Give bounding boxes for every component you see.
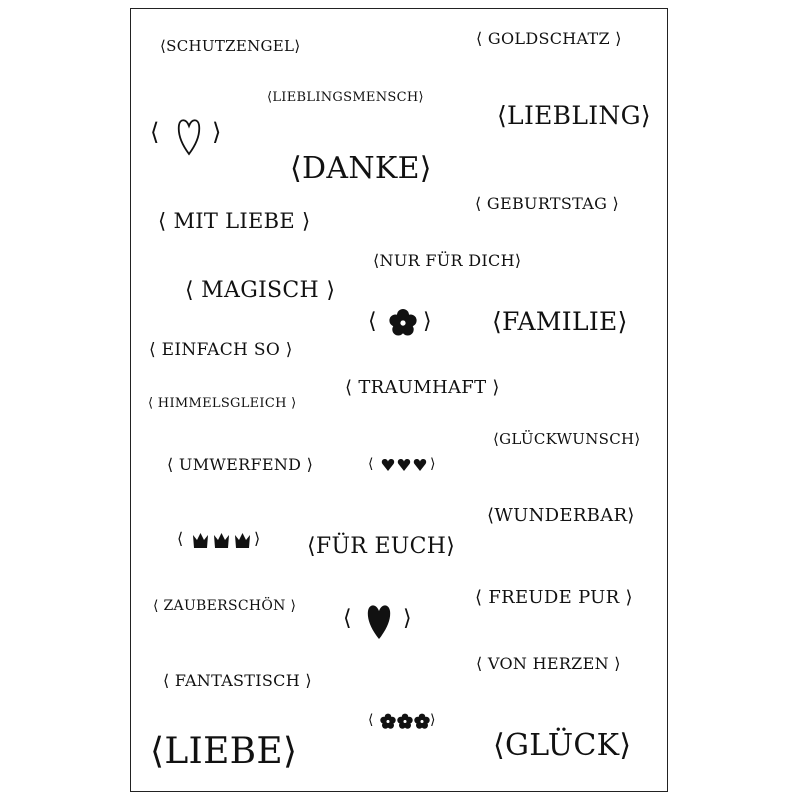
- stamp-mit-liebe: ⟨ MIT LIEBE ⟩: [158, 209, 311, 233]
- bracket-open: ⟨: [368, 309, 377, 334]
- stamp-heart-filled: [343, 600, 419, 642]
- stamp-fantastisch: ⟨ FANTASTISCH ⟩: [163, 671, 312, 690]
- stamp-flower: [368, 308, 440, 340]
- heart-filled-icon: [366, 602, 392, 640]
- stamp-glueck: ⟨GLÜCK⟩: [493, 728, 632, 763]
- stamp-schutzengel: ⟨SCHUTZENGEL⟩: [160, 37, 301, 55]
- stamp-umwerfend: ⟨ UMWERFEND ⟩: [167, 455, 314, 474]
- bracket-open: ⟨: [368, 712, 374, 728]
- stamp-liebe: ⟨LIEBE⟩: [150, 731, 298, 772]
- stamp-wunderbar: ⟨WUNDERBAR⟩: [487, 505, 635, 526]
- stamp-traumhaft: ⟨ TRAUMHAFT ⟩: [345, 377, 500, 398]
- stamp-fuer-euch: ⟨FÜR EUCH⟩: [307, 534, 456, 559]
- stamp-geburtstag: ⟨ GEBURTSTAG ⟩: [475, 194, 620, 213]
- stamp-himmelsgleich: ⟨ HIMMELSGLEICH ⟩: [148, 396, 297, 411]
- bracket-open: ⟨: [177, 529, 184, 548]
- bracket-close: ⟩: [403, 606, 412, 631]
- bracket-close: ⟩: [423, 309, 432, 334]
- flower-icon: [389, 309, 417, 337]
- stamp-glueckwunsch: ⟨GLÜCKWUNSCH⟩: [493, 430, 641, 448]
- stamp-nur-fuer-dich: ⟨NUR FÜR DICH⟩: [373, 251, 522, 270]
- bracket-close: ⟩: [430, 712, 436, 728]
- heart-outline-icon: [176, 116, 202, 156]
- bracket-open: ⟨: [150, 118, 160, 146]
- stamp-three-flowers: [368, 711, 442, 731]
- stamp-liebling: ⟨LIEBLING⟩: [497, 101, 651, 130]
- bracket-close: ⟩: [430, 456, 436, 472]
- stamp-freude-pur: ⟨ FREUDE PUR ⟩: [475, 587, 633, 608]
- bracket-close: ⟩: [212, 118, 222, 146]
- stamp-goldschatz: ⟨ GOLDSCHATZ ⟩: [476, 29, 622, 48]
- stamp-danke: ⟨DANKE⟩: [290, 151, 432, 186]
- stamp-lieblingsmensch: ⟨LIEBLINGSMENSCH⟩: [267, 90, 424, 105]
- stamp-magisch: ⟨ MAGISCH ⟩: [185, 278, 336, 303]
- three-crowns-icon: [192, 531, 252, 549]
- three-hearts-icon: [381, 458, 427, 472]
- bracket-open: ⟨: [343, 606, 352, 631]
- bracket-open: ⟨: [368, 456, 374, 472]
- stamp-von-herzen: ⟨ VON HERZEN ⟩: [476, 654, 621, 673]
- stamp-zauberschoen: ⟨ ZAUBERSCHÖN ⟩: [153, 598, 297, 614]
- stamp-three-hearts: [368, 455, 442, 475]
- bracket-close: ⟩: [254, 529, 261, 548]
- stamp-heart-outline: [150, 114, 230, 158]
- stamp-familie: ⟨FAMILIE⟩: [492, 307, 628, 336]
- stamp-three-crowns: [177, 529, 267, 551]
- three-flowers-icon: [380, 713, 430, 729]
- stamp-einfach-so: ⟨ EINFACH SO ⟩: [149, 340, 293, 360]
